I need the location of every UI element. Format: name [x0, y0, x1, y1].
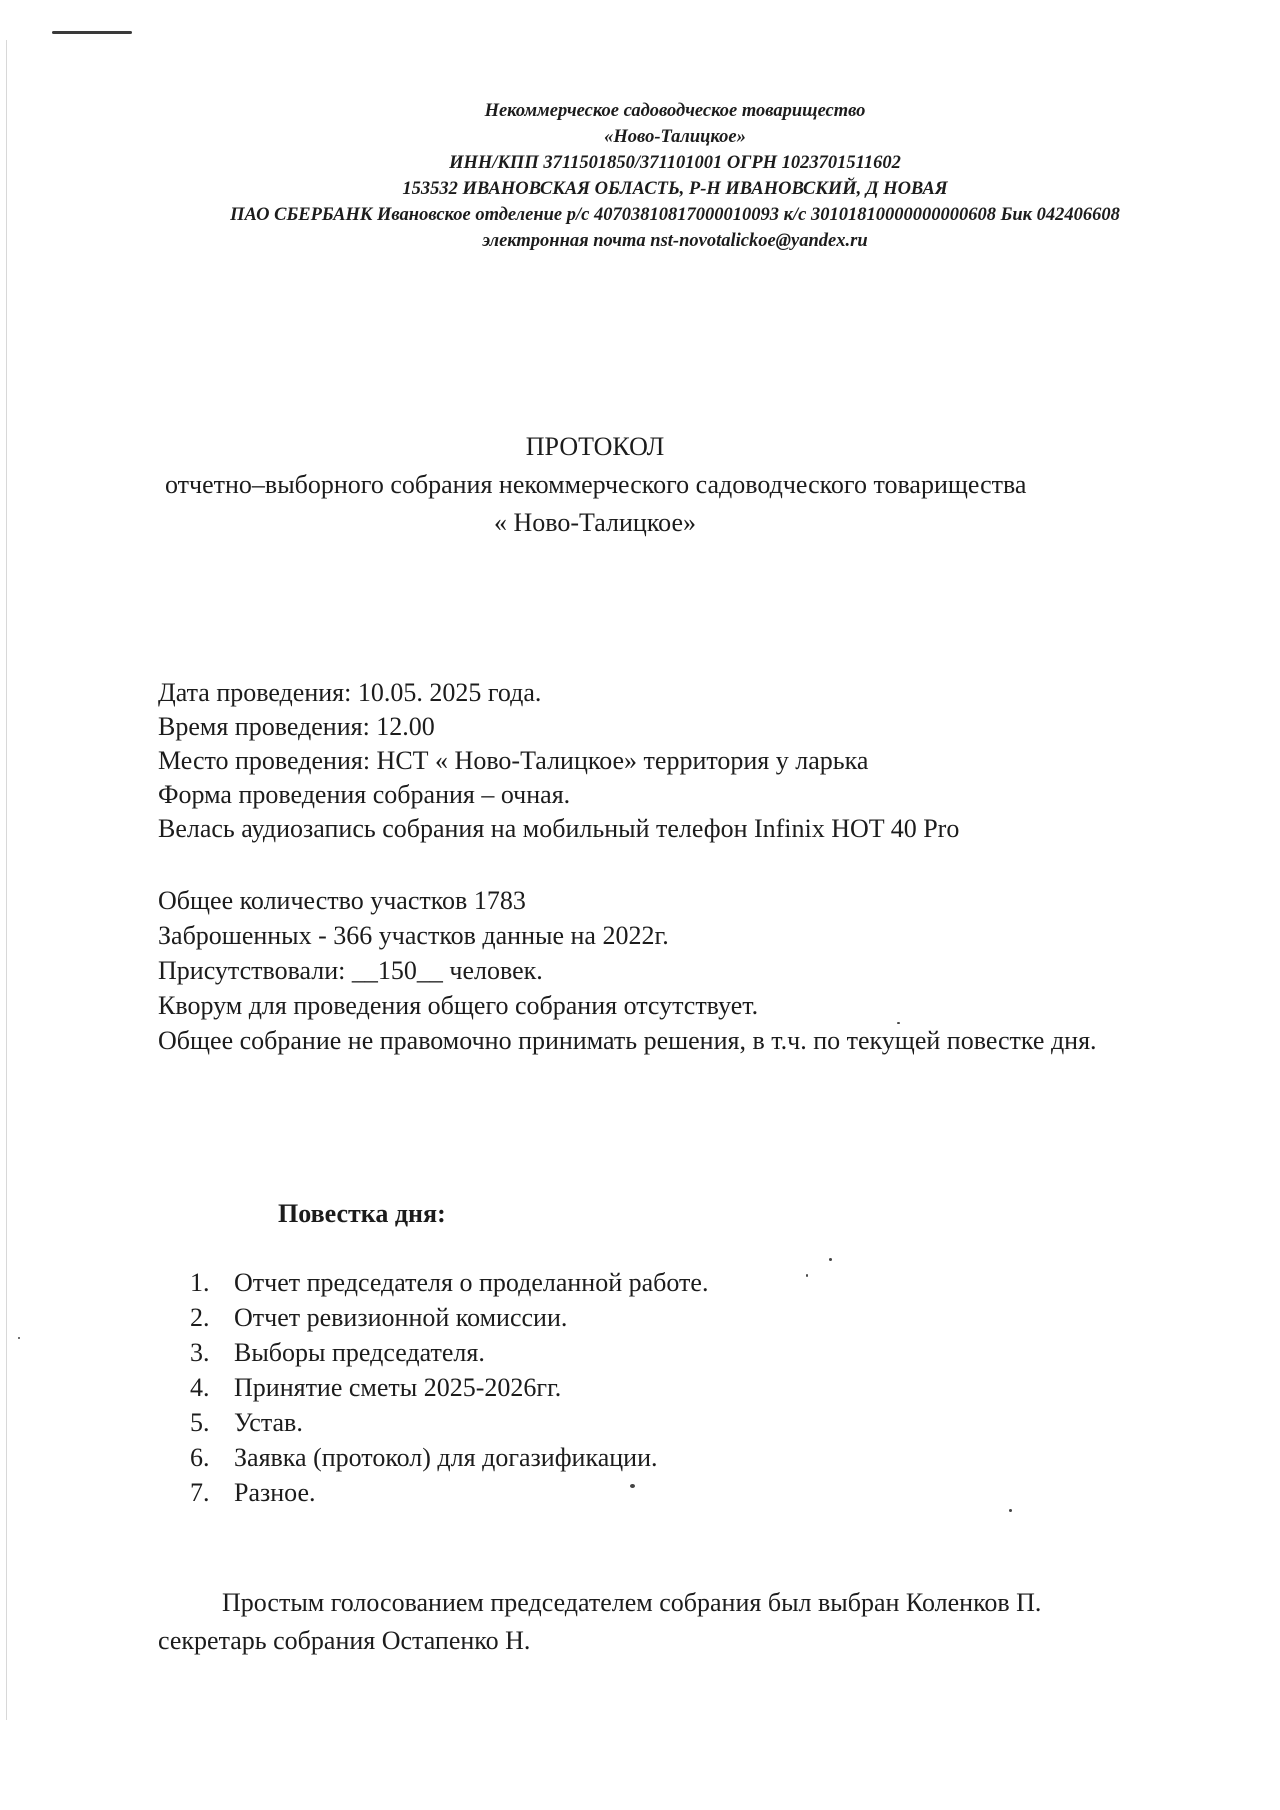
attendance-stats — [158, 883, 1198, 1058]
agenda-item-text: Отчет председателя о проделанной работе. — [234, 1268, 709, 1297]
agenda-item — [190, 1370, 708, 1405]
document-title: ПРОТОКОЛ — [525, 432, 665, 461]
agenda-list — [190, 1265, 708, 1510]
agenda-item — [190, 1475, 708, 1510]
letterhead — [150, 98, 1200, 254]
letterhead-tax-ids: ИНН/КПП 3711501850/371101001 ОГРН 1023701511602 — [449, 153, 901, 173]
scan-speck — [806, 1274, 808, 1277]
agenda-item-text: Разное. — [234, 1478, 316, 1507]
document-subtitle: отчетно–выборного собрания некоммерческого садоводческого товарищества — [165, 470, 1027, 499]
agenda-title: Повестка дня: — [278, 1199, 446, 1228]
document-org-name: « Ново-Талицкое» — [493, 508, 696, 537]
agenda-item-number: 4. — [190, 1373, 210, 1402]
quorum-status: Кворум для проведения общего собрания отсутствует. — [158, 991, 759, 1020]
agenda-item-text: Заявка (протокол) для догазификации. — [234, 1443, 658, 1472]
agenda-item-number: 5. — [190, 1408, 210, 1437]
agenda-item — [190, 1335, 708, 1370]
letterhead-address: 153532 ИВАНОВСКАЯ ОБЛАСТЬ, Р-Н ИВАНОВСКИЙ, Д НОВАЯ — [402, 179, 948, 199]
letterhead-org-type: Некоммерческое садоводческое товарищество — [484, 101, 866, 121]
letterhead-org-name: «Ново-Талицкое» — [604, 127, 746, 147]
agenda-item-text: Устав. — [234, 1408, 303, 1437]
scan-speck — [829, 1258, 832, 1261]
agenda-item-text: Принятие сметы 2025-2026гг. — [234, 1373, 562, 1402]
agenda-item-number: 3. — [190, 1338, 210, 1367]
total-plots: Общее количество участков 1783 — [158, 886, 526, 915]
present-count: Присутствовали: __150__ человек. — [158, 956, 543, 985]
agenda-item-number: 6. — [190, 1443, 210, 1472]
agenda-item — [190, 1405, 708, 1440]
agenda-item-number: 1. — [190, 1268, 210, 1297]
chairman-election: Простым голосованием председателем собрания был выбран Коленков П. — [222, 1588, 1042, 1617]
agenda-item-text: Отчет ревизионной комиссии. — [234, 1303, 568, 1332]
scan-speck — [1009, 1509, 1012, 1512]
meeting-form: Форма проведения собрания – очная. — [158, 780, 571, 809]
agenda-item — [190, 1265, 708, 1300]
agenda-item-number: 7. — [190, 1478, 210, 1507]
agenda-item — [190, 1300, 708, 1335]
scan-artifact-mark — [52, 31, 132, 34]
scan-speck — [897, 1022, 900, 1024]
closing-paragraph — [158, 1584, 1198, 1660]
meeting-date: Дата проведения: 10.05. 2025 года. — [158, 678, 542, 707]
agenda-item — [190, 1440, 708, 1475]
decision-status: Общее собрание не правомочно принимать решения, в т.ч. по текущей повестке дня. — [158, 1026, 1097, 1055]
meeting-place: Место проведения: НСТ « Ново-Талицкое» территория у ларька — [158, 746, 869, 775]
scan-edge-line — [6, 40, 7, 1720]
abandoned-plots: Заброшенных - 366 участков данные на 2022г. — [158, 921, 669, 950]
letterhead-bank-details: ПАО СБЕРБАНК Ивановское отделение р/с 40703810817000010093 к/с 30101810000000000608 Бик 042406608 — [230, 205, 1120, 225]
scan-speck — [630, 1484, 635, 1488]
meeting-time: Время проведения: 12.00 — [158, 712, 435, 741]
secretary-election: секретарь собрания Остапенко Н. — [158, 1626, 531, 1655]
agenda-item-text: Выборы председателя. — [234, 1338, 485, 1367]
letterhead-email: электронная почта nst-novotalickoe@yandex.ru — [482, 231, 868, 251]
scan-speck — [18, 1337, 20, 1339]
meeting-info — [158, 676, 959, 846]
agenda-item-number: 2. — [190, 1303, 210, 1332]
meeting-recording: Велась аудиозапись собрания на мобильный телефон Infinix HOT 40 Pro — [158, 814, 960, 843]
